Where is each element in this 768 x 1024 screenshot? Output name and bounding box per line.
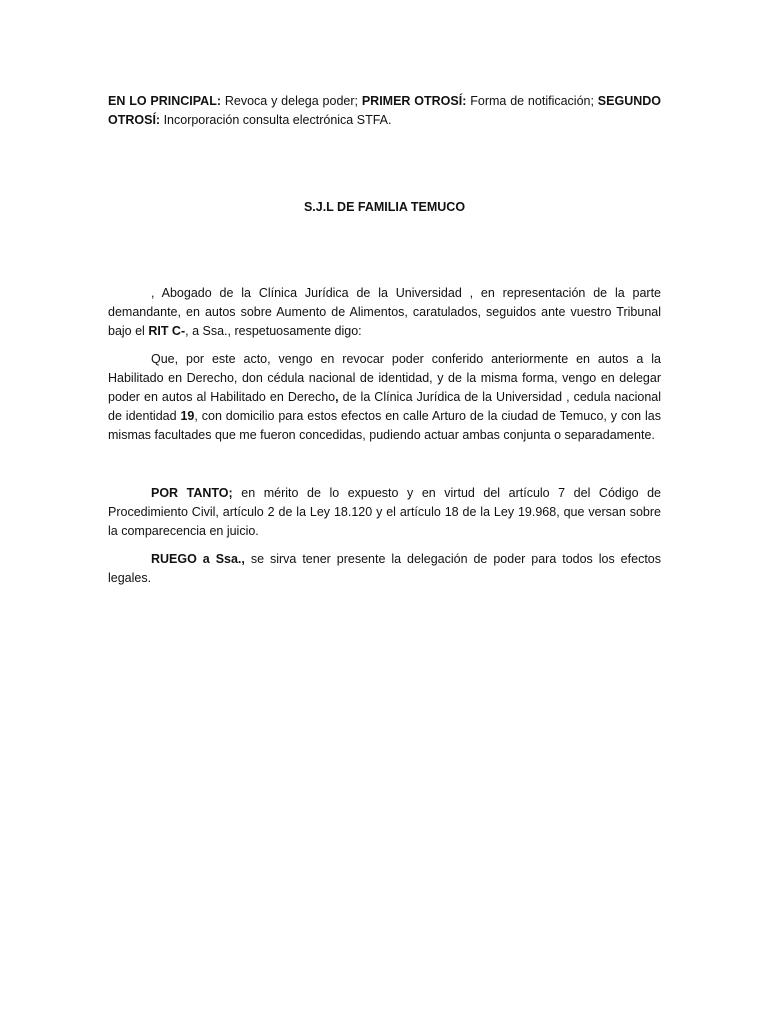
rit-label: RIT C- <box>148 324 186 338</box>
primer-otrosi-label: PRIMER OTROSÍ: <box>361 94 467 108</box>
por-tanto-text: en mérito de lo expuesto y en virtud del artículo 7 del Código de Procedimiento Civil, artículo 2 de la Ley 18.120 y el artículo 18 de la Ley 19.968, que versan sobre la comparecencia en juicio. <box>108 486 661 538</box>
primer-otrosi-text: Forma de notificación; <box>466 94 598 108</box>
intro-paragraph <box>108 284 661 341</box>
segundo-otrosi-text: Incorporación consulta electrónica STFA. <box>160 113 392 127</box>
body-comma: , <box>335 390 339 404</box>
principal-text: Revoca y delega poder; <box>221 94 362 108</box>
body-paragraph <box>108 350 661 445</box>
ruego-text: se sirva tener presente la delegación de poder para todos los efectos legales. <box>108 552 661 585</box>
court-title: S.J.L DE FAMILIA TEMUCO <box>303 200 466 214</box>
body-text-c: , con domicilio para estos efectos en calle Arturo de la ciudad de Temuco, y con las mismas facultades que me fueron concedidas, pudiendo actuar ambas conjunta o separadamente. <box>108 409 661 442</box>
ruego-label: RUEGO a Ssa., <box>151 552 245 566</box>
principal-label: EN LO PRINCIPAL: <box>108 94 222 108</box>
body-text-b: de la Clínica Jurídica de la Universidad , cedula nacional de identidad <box>108 390 661 423</box>
id-number: 19 <box>180 409 195 423</box>
body-text-a: Que, por este acto, vengo en revocar poder conferido anteriormente en autos a la Habilitado en Derecho, don cédula nacional de identidad, y de la misma forma, vengo en delegar poder en autos al Habilitado en Derecho <box>108 352 661 404</box>
por-tanto-paragraph <box>108 484 661 541</box>
intro-text-a: , Abogado de la Clínica Jurídica de la Universidad , en representación de la parte demandante, en autos sobre Aumento de Alimentos, caratulados, seguidos ante vuestro Tribunal bajo el <box>108 286 661 338</box>
intro-text-b: , a Ssa., respetuosamente digo: <box>185 324 362 338</box>
ruego-paragraph <box>108 550 661 588</box>
document-summary-heading <box>108 92 661 130</box>
por-tanto-label: POR TANTO; <box>151 486 233 500</box>
segundo-otrosi-label: SEGUNDO OTROSÍ: <box>108 94 661 127</box>
